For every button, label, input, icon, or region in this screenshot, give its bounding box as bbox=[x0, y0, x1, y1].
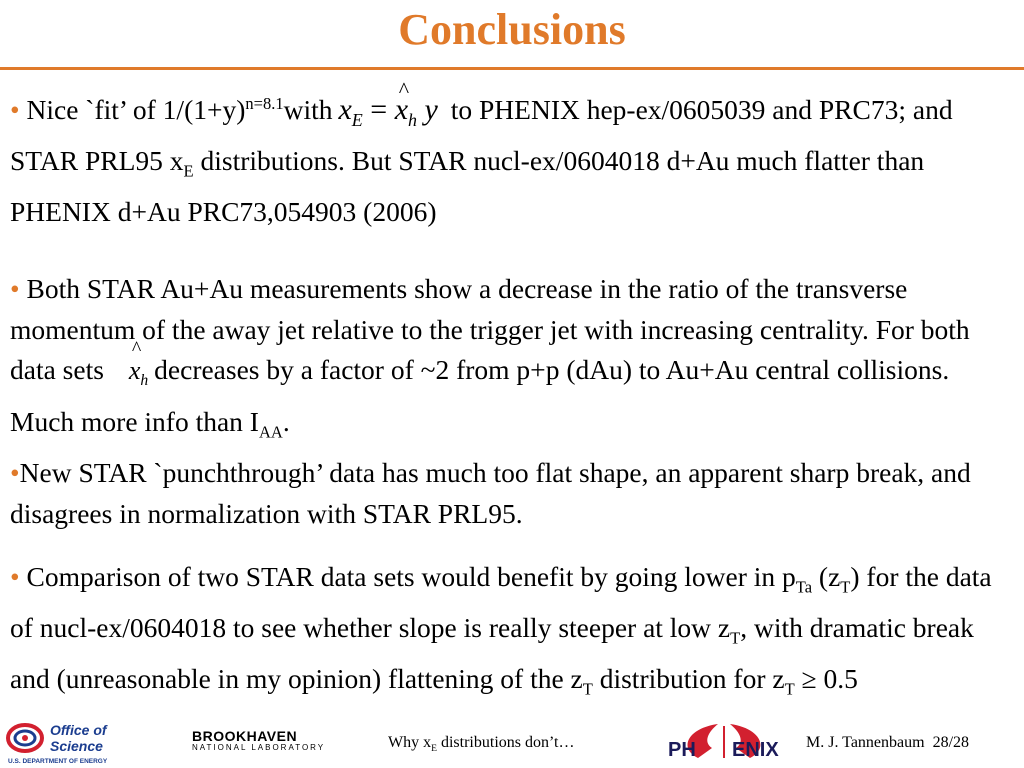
svg-text:Science: Science bbox=[50, 738, 103, 754]
footer bbox=[0, 714, 1024, 768]
svg-text:PH: PH bbox=[668, 739, 696, 761]
bullet-dot: • bbox=[10, 561, 20, 592]
office-of-science-logo bbox=[6, 718, 146, 764]
bullet-dot: • bbox=[10, 94, 20, 126]
equation-xe: $x_E$ = ^ $x_h$ y bbox=[332, 93, 443, 126]
phenix-logo bbox=[668, 718, 798, 764]
footer-topic: Why $x_E$ distributions don’t… bbox=[388, 734, 575, 755]
bullet-3: •New STAR `punchthrough’ data has much too flat shape, an apparent sharp break, and disagrees in normalization with STAR PRL95. bbox=[10, 457, 971, 529]
author-name: M. J. Tannenbaum bbox=[806, 734, 925, 751]
page-number: 28/28 bbox=[932, 734, 970, 751]
title-divider bbox=[0, 67, 1024, 70]
svg-text:ENIX: ENIX bbox=[732, 739, 779, 761]
brookhaven-logo: BROOKHAVEN NATIONAL LABORATORY bbox=[192, 728, 326, 752]
svg-text:Office of: Office of bbox=[50, 722, 107, 738]
svg-text:U.S. DEPARTMENT OF ENERGY: U.S. DEPARTMENT OF ENERGY bbox=[8, 758, 108, 764]
bullet-dot: • bbox=[10, 273, 20, 304]
footer-author-page bbox=[806, 734, 969, 752]
bullet-4: • Comparison of two STAR data sets would benefit by going lower in $p_{Ta}$ $(z_T)$ for the data of nucl-ex/0604018 to see whether slope is really steeper at low $z_T$, with dramatic break and (unreasonable in my opinion) flattening of the $z_T$ distribution for $z_T \ge 0.5$ bbox=[10, 561, 992, 699]
bullet-dot: • bbox=[10, 457, 20, 488]
bullet-1: • Nice `fit’ of $1/(1+y)^{n=8.1}with$ $x_E$ = ^ $x_h$ y to PHENIX hep-ex/0605039 and PRC73; and STAR PRL95 $x_E$ distributions. But STAR nucl-ex/0604018 d+Au much flatter than PHENIX d+Au PRC73,054903 (2006) bbox=[10, 84, 1014, 232]
equation-xh: ^ $x_h$ bbox=[111, 351, 154, 402]
slide-title: Conclusions bbox=[398, 5, 626, 54]
bullet-2: • Both STAR Au+Au measurements show a decrease in the ratio of the transverse momentum of the away jet relative to the trigger jet with increasing centrality. For both data sets ^ $x_h$ decreases by a factor of ~2 from p+p (dAu) to Au+Au central collisions. Much more info than $I_{AA}$. bbox=[10, 269, 1014, 453]
